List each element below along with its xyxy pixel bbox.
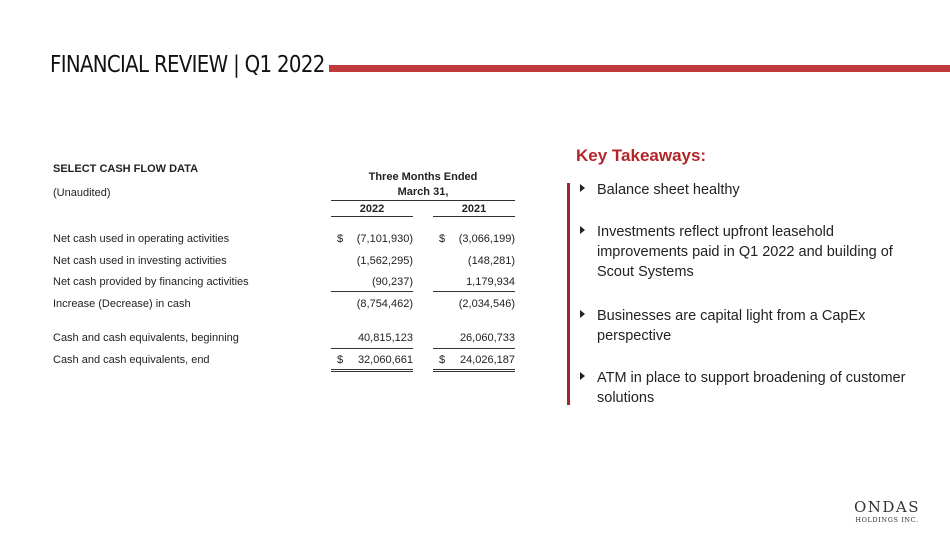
value-2022: 40,815,123 [357, 332, 413, 344]
value-2022: (8,754,462) [356, 298, 413, 310]
column-header-2021: 2021 [461, 203, 487, 215]
column-rule-2022 [331, 216, 413, 217]
table-title: SELECT CASH FLOW DATA [53, 163, 199, 175]
currency-symbol: $ [439, 233, 446, 245]
company-logo [846, 500, 928, 524]
value-2021: (148,281) [467, 255, 515, 267]
currency-symbol: $ [337, 233, 344, 245]
value-2021: 24,026,187 [459, 354, 515, 366]
period-header-rule [331, 200, 515, 201]
period-header-line1: Three Months Ended [368, 171, 478, 183]
grand-total-rule-2022 [331, 369, 413, 372]
page-title: FINANCIAL REVIEW | Q1 2022 [50, 52, 325, 78]
currency-symbol: $ [439, 354, 446, 366]
takeaways-accent-bar [567, 183, 570, 405]
row-label: Net cash provided by financing activities [53, 276, 249, 288]
total-rule-2021 [433, 348, 515, 349]
row-label: Net cash used in operating activities [53, 233, 230, 245]
value-2022: 32,060,661 [357, 354, 413, 366]
currency-symbol: $ [337, 354, 344, 366]
column-rule-2021 [433, 216, 515, 217]
value-2021: (3,066,199) [458, 233, 515, 245]
bullet-arrow-icon [580, 226, 585, 234]
logo-subtext: HOLDINGS INC. [855, 516, 919, 524]
row-label: Cash and cash equivalents, beginning [53, 332, 239, 344]
value-2021: (2,034,546) [458, 298, 515, 310]
takeaway-text: Businesses are capital light from a CapEx perspective [597, 308, 866, 344]
takeaway-text: ATM in place to support broadening of customer solutions [597, 370, 906, 406]
subtotal-rule-2022 [331, 291, 413, 292]
bullet-arrow-icon [580, 310, 585, 318]
bullet-arrow-icon [580, 372, 585, 380]
value-2021: 26,060,733 [459, 332, 515, 344]
title-rule [329, 65, 950, 72]
value-2022: (7,101,930) [356, 233, 413, 245]
row-label: Cash and cash equivalents, end [53, 354, 210, 366]
total-rule-2022 [331, 348, 413, 349]
grand-total-rule-2021 [433, 369, 515, 372]
subtotal-rule-2021 [433, 291, 515, 292]
bullet-arrow-icon [580, 184, 585, 192]
table-subtitle: (Unaudited) [53, 187, 111, 199]
takeaway-text: Investments reflect upfront leasehold improvements paid in Q1 2022 and building of Scout Systems [597, 224, 893, 280]
value-2022: (1,562,295) [356, 255, 413, 267]
row-label: Net cash used in investing activities [53, 255, 227, 267]
period-header-line2: March 31, [397, 186, 449, 198]
row-label: Increase (Decrease) in cash [53, 298, 191, 310]
takeaways-title: Key Takeaways: [576, 146, 707, 165]
logo-wordmark: ONDAS [853, 498, 921, 516]
value-2021: 1,179,934 [466, 276, 515, 288]
column-header-2022: 2022 [359, 203, 385, 215]
value-2022: (90,237) [372, 276, 413, 288]
takeaway-text: Balance sheet healthy [597, 182, 740, 198]
